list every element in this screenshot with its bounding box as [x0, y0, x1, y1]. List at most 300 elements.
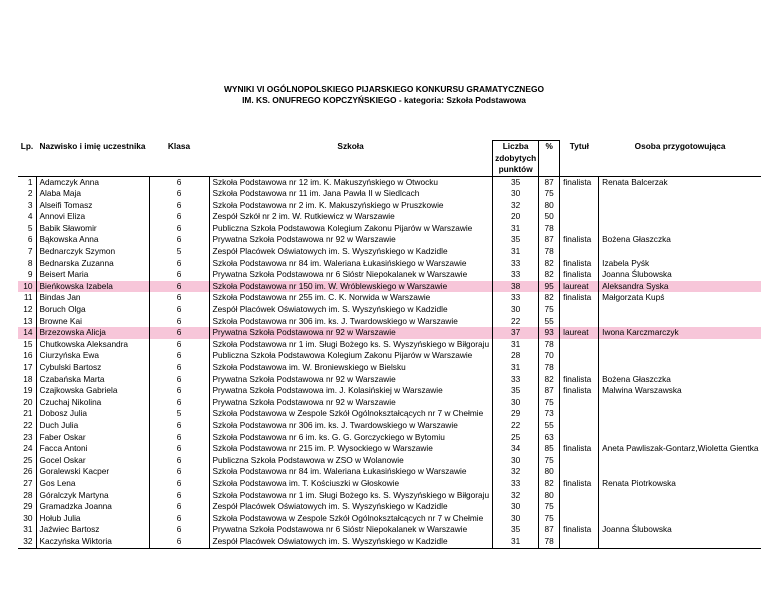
cell-name: Bindas Jan: [36, 292, 149, 304]
cell-osoba: [599, 420, 762, 432]
cell-tytul: [560, 211, 599, 223]
cell-osoba: Izabela Pyśk: [602, 257, 650, 268]
cell-osoba: [599, 397, 762, 409]
table-row: [18, 176, 761, 188]
cell-osoba: [599, 536, 762, 548]
cell-procent: 82: [539, 292, 560, 304]
cell-klasa: 6: [149, 281, 209, 293]
cell-tytul: finalista: [560, 524, 599, 536]
cell-procent: 75: [539, 513, 560, 525]
cell-lp: 5: [27, 222, 33, 233]
cell-lp: 22: [23, 419, 33, 430]
cell-punkty: 31: [493, 223, 539, 235]
cell-procent: 73: [539, 408, 560, 420]
cell-osoba: Bożena Głaszczka: [602, 234, 671, 245]
cell-lp: 31: [23, 524, 33, 535]
cell-name: Bąkowska Anna: [36, 234, 149, 246]
cell-szkola: Prywatna Szkoła Podstawowa nr 92 w Warszawie: [209, 374, 493, 386]
cell-punkty: 32: [493, 490, 539, 502]
table-row: [18, 385, 761, 397]
cell-procent: 93: [539, 327, 560, 339]
cell-szkola: Szkoła Podstawowa nr 306 im. ks. J. Twardowskiego w Warszawie: [209, 316, 493, 328]
cell-punkty: 32: [493, 200, 539, 212]
cell-szkola: Szkoła Podstawowa nr 84 im. Waleriana Łukasińskiego w Warszawie: [209, 258, 493, 270]
cell-procent: 75: [539, 304, 560, 316]
cell-osoba: [599, 350, 762, 362]
cell-punkty: 31: [493, 246, 539, 258]
cell-lp: 12: [23, 304, 33, 315]
table-row: [18, 316, 761, 328]
cell-osoba: Joanna Ślubowska: [602, 269, 672, 280]
cell-osoba: [599, 501, 762, 513]
cell-osoba: Iwona Karczmarczyk: [599, 327, 762, 339]
cell-klasa: 6: [149, 524, 209, 536]
header-klasa: Klasa: [167, 140, 191, 151]
cell-klasa: 6: [149, 478, 209, 490]
cell-punkty: 29: [493, 408, 539, 420]
cell-szkola: Prywatna Szkoła Podstawowa nr 92 w Warszawie: [209, 327, 493, 339]
cell-lp: 6: [27, 234, 33, 245]
cell-name: Chutkowska Aleksandra: [36, 339, 149, 351]
cell-klasa: 6: [149, 176, 209, 188]
cell-tytul: finalista: [560, 234, 599, 246]
cell-szkola: Szkoła Podstawowa nr 84 im. Waleriana Łukasińskiego w Warszawie: [209, 466, 493, 478]
cell-punkty: 33: [493, 269, 539, 281]
cell-lp: 28: [23, 489, 33, 500]
cell-szkola: Publiczna Szkoła Podstawowa Kolegium Zakonu Pijarów w Warszawie: [209, 350, 493, 362]
table-row: [18, 466, 761, 478]
table-row: [18, 432, 761, 444]
cell-osoba: Aneta Pawliszak-Gontarz,Wioletta Gientka: [602, 443, 759, 454]
cell-name: Browne Kai: [36, 316, 149, 328]
cell-name: Faber Oskar: [36, 432, 149, 444]
cell-name: Kaczyńska Wiktoria: [36, 536, 149, 548]
cell-lp: 21: [23, 408, 33, 419]
cell-szkola: Zespół Placówek Oświatowych im. S. Wyszyńskiego w Kadzidle: [209, 501, 493, 513]
table-row: [18, 339, 761, 351]
cell-szkola: Szkoła Podstawowa nr 6 im. ks. G. G. Gorczyckiego w Bytomiu: [209, 432, 493, 444]
cell-punkty: 22: [493, 316, 539, 328]
cell-tytul: [560, 223, 599, 235]
table-row: [18, 490, 761, 502]
cell-procent: 78: [539, 362, 560, 374]
table-row: [18, 281, 761, 293]
cell-szkola: Prywatna Szkoła Podstawowa im. J. Kolasińskiej w Warszawie: [209, 385, 493, 397]
cell-lp: 25: [23, 454, 33, 465]
cell-tytul: finalista: [560, 478, 599, 490]
cell-szkola: Szkoła Podstawowa im. W. Broniewskiego w Bielsku: [209, 362, 493, 374]
cell-tytul: [560, 490, 599, 502]
cell-osoba: [599, 188, 762, 200]
cell-tytul: [560, 339, 599, 351]
cell-klasa: 6: [149, 490, 209, 502]
cell-tytul: finalista: [560, 269, 599, 281]
cell-procent: 75: [539, 188, 560, 200]
cell-klasa: 6: [149, 362, 209, 374]
cell-osoba: Bożena Głaszczka: [602, 373, 671, 384]
cell-tytul: laureat: [560, 327, 599, 339]
cell-procent: 82: [539, 258, 560, 270]
header-name: Nazwisko i imię uczestnika: [39, 140, 146, 151]
cell-name: Czajkowska Gabriela: [36, 385, 149, 397]
cell-procent: 78: [539, 339, 560, 351]
table-row: [18, 234, 761, 246]
cell-klasa: 6: [149, 443, 209, 455]
table-row: [18, 350, 761, 362]
table-row: [18, 536, 761, 548]
cell-punkty: 33: [493, 478, 539, 490]
cell-klasa: 6: [149, 385, 209, 397]
cell-szkola: Zespół Placówek Oświatowych im. S. Wyszyńskiego w Kadzidle: [209, 304, 493, 316]
cell-procent: 55: [539, 316, 560, 328]
cell-szkola: Prywatna Szkoła Podstawowa nr 92 w Warszawie: [209, 397, 493, 409]
cell-tytul: finalista: [560, 385, 599, 397]
cell-procent: 82: [539, 269, 560, 281]
cell-tytul: [560, 536, 599, 548]
cell-tytul: [560, 362, 599, 374]
cell-name: Czabańska Marta: [36, 374, 149, 386]
cell-tytul: [560, 501, 599, 513]
cell-tytul: finalista: [560, 292, 599, 304]
cell-procent: 78: [539, 223, 560, 235]
cell-punkty: 33: [493, 374, 539, 386]
cell-lp: 18: [23, 373, 33, 384]
cell-punkty: 38: [493, 281, 539, 293]
cell-procent: 50: [539, 211, 560, 223]
results-table: [18, 140, 761, 549]
cell-punkty: 33: [493, 292, 539, 304]
cell-procent: 82: [539, 478, 560, 490]
cell-tytul: laureat: [560, 281, 599, 293]
cell-procent: 87: [539, 234, 560, 246]
cell-punkty: 31: [493, 362, 539, 374]
cell-punkty: 37: [493, 327, 539, 339]
table-row: [18, 258, 761, 270]
cell-procent: 80: [539, 490, 560, 502]
table-row: [18, 455, 761, 467]
cell-klasa: 6: [149, 234, 209, 246]
cell-szkola: Prywatna Szkoła Podstawowa nr 6 Sióstr Niepokalanek w Warszawie: [209, 524, 493, 536]
cell-klasa: 6: [149, 316, 209, 328]
table-row: [18, 304, 761, 316]
table-row: [18, 513, 761, 525]
cell-tytul: [560, 350, 599, 362]
cell-lp: 30: [23, 512, 33, 523]
cell-klasa: 6: [149, 223, 209, 235]
results-body: [18, 176, 761, 548]
cell-klasa: 6: [149, 536, 209, 548]
cell-osoba: [599, 466, 762, 478]
table-row: [18, 200, 761, 212]
cell-punkty: 31: [493, 339, 539, 351]
cell-name: Dobosz Julia: [36, 408, 149, 420]
cell-procent: 70: [539, 350, 560, 362]
document-title-line2: IM. KS. ONUFREGO KOPCZYŃSKIEGO - kategoria: Szkoła Podstawowa: [242, 95, 526, 105]
cell-punkty: 35: [493, 176, 539, 188]
cell-tytul: [560, 200, 599, 212]
cell-szkola: Szkoła Podstawowa nr 12 im. K. Makuszyńskiego w Otwocku: [209, 176, 493, 188]
cell-szkola: Szkoła Podstawowa nr 2 im. K. Makuszyńskiego w Pruszkowie: [209, 200, 493, 212]
cell-szkola: Szkoła Podstawowa nr 1 im. Sługi Bożego ks. S. Wyszyńskiego w Biłgoraju: [209, 490, 493, 502]
cell-klasa: 6: [149, 501, 209, 513]
cell-klasa: 6: [149, 211, 209, 223]
cell-name: Jaźwiec Bartosz: [36, 524, 149, 536]
cell-klasa: 6: [149, 350, 209, 362]
cell-name: Duch Julia: [36, 420, 149, 432]
cell-tytul: [560, 455, 599, 467]
cell-klasa: 6: [149, 304, 209, 316]
cell-lp: 23: [23, 431, 33, 442]
header-tytul: Tytuł: [569, 140, 589, 151]
cell-szkola: Szkoła Podstawowa nr 11 im. Jana Pawła II w Siedlcach: [209, 188, 493, 200]
cell-procent: 85: [539, 443, 560, 455]
table-row: [18, 188, 761, 200]
cell-lp: 14: [18, 327, 36, 339]
cell-lp: 26: [23, 466, 33, 477]
header-szkola: Szkoła: [337, 140, 364, 151]
cell-punkty: 31: [493, 536, 539, 548]
cell-klasa: 6: [149, 466, 209, 478]
cell-osoba: [599, 513, 762, 525]
cell-osoba: [599, 362, 762, 374]
cell-lp: 32: [18, 536, 36, 548]
cell-osoba: [599, 490, 762, 502]
header-lp: Lp.: [20, 140, 34, 151]
cell-klasa: 6: [149, 269, 209, 281]
cell-klasa: 6: [149, 339, 209, 351]
cell-name: Bieńkowska Izabela: [36, 281, 149, 293]
cell-name: Bednarska Zuzanna: [36, 258, 149, 270]
table-row: [18, 397, 761, 409]
cell-procent: 95: [539, 281, 560, 293]
cell-punkty: 28: [493, 350, 539, 362]
cell-tytul: finalista: [560, 443, 599, 455]
cell-klasa: 5: [149, 246, 209, 258]
cell-punkty: 35: [493, 524, 539, 536]
cell-punkty: 30: [493, 513, 539, 525]
cell-punkty: 30: [493, 501, 539, 513]
table-row: [18, 292, 761, 304]
cell-lp: 9: [27, 269, 33, 280]
cell-tytul: [560, 316, 599, 328]
cell-klasa: 6: [149, 420, 209, 432]
cell-osoba: [599, 246, 762, 258]
table-row: [18, 478, 761, 490]
cell-procent: 80: [539, 466, 560, 478]
cell-name: Facca Antoni: [36, 443, 149, 455]
cell-osoba: [599, 408, 762, 420]
cell-lp: 4: [27, 211, 33, 222]
cell-punkty: 30: [493, 304, 539, 316]
cell-punkty: 20: [493, 211, 539, 223]
cell-tytul: [560, 246, 599, 258]
cell-procent: 75: [539, 455, 560, 467]
cell-klasa: 6: [149, 258, 209, 270]
cell-szkola: Szkoła Podstawowa nr 306 im. ks. J. Twardowskiego w Warszawie: [209, 420, 493, 432]
header-procent: %: [539, 141, 560, 177]
cell-name: Cybulski Bartosz: [36, 362, 149, 374]
cell-klasa: 6: [149, 200, 209, 212]
cell-name: Beisert Maria: [36, 269, 149, 281]
cell-name: Czuchaj Nikolina: [36, 397, 149, 409]
cell-osoba: Aleksandra Syska: [599, 281, 762, 293]
cell-tytul: finalista: [560, 176, 599, 188]
cell-szkola: Szkoła Podstawowa nr 255 im. C. K. Norwida w Warszawie: [209, 292, 493, 304]
cell-lp: 10: [18, 281, 36, 293]
table-row: [18, 269, 761, 281]
cell-osoba: Joanna Ślubowska: [602, 524, 672, 535]
cell-name: Hołub Julia: [36, 513, 149, 525]
table-row: [18, 246, 761, 258]
cell-lp: 8: [27, 257, 33, 268]
cell-name: Alaba Maja: [36, 188, 149, 200]
cell-osoba: [599, 304, 762, 316]
cell-punkty: 32: [493, 466, 539, 478]
cell-szkola: Zespół Szkół nr 2 im. W. Rutkiewicz w Warszawie: [209, 211, 493, 223]
cell-lp: 20: [23, 396, 33, 407]
cell-lp: 15: [23, 338, 33, 349]
cell-osoba: Renata Balcerzak: [599, 176, 762, 188]
cell-lp: 24: [23, 443, 33, 454]
cell-name: Boruch Olga: [36, 304, 149, 316]
cell-szkola: Szkoła Podstawowa w Zespole Szkół Ogólnokształcących nr 7 w Chełmie: [209, 513, 493, 525]
cell-osoba: [599, 432, 762, 444]
cell-klasa: 6: [149, 188, 209, 200]
cell-szkola: Prywatna Szkoła Podstawowa nr 6 Sióstr Niepokalanek w Warszawie: [209, 269, 493, 281]
cell-lp: 29: [23, 501, 33, 512]
cell-punkty: 22: [493, 420, 539, 432]
cell-tytul: [560, 420, 599, 432]
cell-lp: 17: [23, 362, 33, 372]
cell-procent: 75: [539, 501, 560, 513]
cell-tytul: [560, 513, 599, 525]
header-osoba: Osoba przygotowująca: [634, 140, 726, 151]
table-row: [18, 524, 761, 536]
cell-lp: 11: [23, 292, 33, 303]
cell-osoba: [599, 211, 762, 223]
cell-procent: 78: [539, 246, 560, 258]
cell-lp: 27: [23, 477, 33, 488]
cell-lp: 3: [27, 199, 33, 210]
cell-osoba: [599, 339, 762, 351]
cell-klasa: 6: [149, 327, 209, 339]
cell-punkty: 35: [493, 385, 539, 397]
cell-lp: 19: [23, 385, 33, 396]
cell-procent: 80: [539, 200, 560, 212]
table-row: [18, 374, 761, 386]
cell-szkola: Szkoła Podstawowa nr 1 im. Sługi Bożego ks. S. Wyszyńskiego w Biłgoraju: [209, 339, 493, 351]
cell-osoba: Malwina Warszawska: [602, 385, 682, 396]
cell-procent: 55: [539, 420, 560, 432]
cell-szkola: Zespół Placówek Oświatowych im. S. Wyszyńskiego w Kadzidle: [209, 246, 493, 258]
cell-tytul: [560, 466, 599, 478]
cell-name: Alseifi Tomasz: [36, 200, 149, 212]
cell-procent: 82: [539, 374, 560, 386]
cell-procent: 78: [539, 536, 560, 548]
cell-procent: 87: [539, 524, 560, 536]
document-title-line1: WYNIKI VI OGÓLNOPOLSKIEGO PIJARSKIEGO KONKURSU GRAMATYCZNEGO: [224, 84, 544, 94]
cell-name: Brzezowska Alicja: [36, 327, 149, 339]
cell-klasa: 6: [149, 455, 209, 467]
cell-klasa: 6: [149, 513, 209, 525]
header-punkty: Liczba zdobytych punktów: [493, 141, 539, 177]
cell-lp: 13: [23, 315, 33, 326]
cell-osoba: [599, 223, 762, 235]
cell-punkty: 30: [493, 455, 539, 467]
cell-osoba: Renata Piotrkowska: [602, 477, 676, 488]
cell-punkty: 30: [493, 188, 539, 200]
cell-procent: 63: [539, 432, 560, 444]
cell-klasa: 6: [149, 397, 209, 409]
cell-klasa: 6: [149, 374, 209, 386]
cell-name: Bednarczyk Szymon: [36, 246, 149, 258]
table-row: [18, 362, 761, 374]
cell-name: Annovi Eliza: [36, 211, 149, 223]
cell-punkty: 34: [493, 443, 539, 455]
cell-tytul: finalista: [560, 374, 599, 386]
cell-name: Goralewski Kacper: [36, 466, 149, 478]
cell-szkola: Szkoła Podstawowa w Zespole Szkół Ogólnokształcących nr 7 w Chełmie: [209, 408, 493, 420]
cell-lp: 2: [27, 188, 33, 199]
cell-klasa: 5: [149, 408, 209, 420]
table-row: [18, 420, 761, 432]
cell-tytul: [560, 408, 599, 420]
cell-procent: 87: [539, 176, 560, 188]
cell-tytul: [560, 304, 599, 316]
cell-szkola: Publiczna Szkoła Podstawowa Kolegium Zakonu Pijarów w Warszawie: [209, 223, 493, 235]
cell-procent: 87: [539, 385, 560, 397]
cell-tytul: [560, 432, 599, 444]
cell-punkty: 33: [493, 258, 539, 270]
cell-klasa: 6: [149, 432, 209, 444]
cell-osoba: [599, 455, 762, 467]
table-row: [18, 443, 761, 455]
table-row: [18, 408, 761, 420]
table-row: [18, 211, 761, 223]
cell-tytul: finalista: [560, 258, 599, 270]
cell-osoba: [599, 316, 762, 328]
cell-lp: 16: [23, 350, 33, 361]
cell-szkola: Szkoła Podstawowa im. T. Kościuszki w Głoskowie: [209, 478, 493, 490]
cell-szkola: Szkoła Podstawowa nr 150 im. W. Wróblewskiego w Warszawie: [209, 281, 493, 293]
cell-tytul: [560, 188, 599, 200]
cell-name: Gocel Oskar: [36, 455, 149, 467]
cell-name: Babik Sławomir: [36, 223, 149, 235]
cell-name: Gramadzka Joanna: [36, 501, 149, 513]
cell-procent: 75: [539, 397, 560, 409]
cell-klasa: 6: [149, 292, 209, 304]
cell-name: Ciurzyńska Ewa: [36, 350, 149, 362]
cell-tytul: [560, 397, 599, 409]
table-row: [18, 223, 761, 235]
table-row: [18, 327, 761, 339]
cell-osoba: [599, 200, 762, 212]
cell-punkty: 30: [493, 397, 539, 409]
cell-szkola: Prywatna Szkoła Podstawowa nr 92 w Warszawie: [209, 234, 493, 246]
cell-name: Góralczyk Martyna: [36, 490, 149, 502]
table-row: [18, 501, 761, 513]
cell-lp: 1: [18, 176, 36, 188]
cell-szkola: Zespół Placówek Oświatowych im. S. Wyszyńskiego w Kadzidle: [209, 536, 493, 548]
cell-osoba: Małgorzata Kupś: [602, 292, 665, 303]
cell-szkola: Szkoła Podstawowa nr 215 im. P. Wysockiego w Warszawie: [209, 443, 493, 455]
cell-name: Adamczyk Anna: [36, 176, 149, 188]
cell-lp: 7: [27, 246, 33, 257]
cell-punkty: 25: [493, 432, 539, 444]
cell-punkty: 35: [493, 234, 539, 246]
cell-szkola: Publiczna Szkoła Podstawowa w ZSO w Wolanowie: [209, 455, 493, 467]
cell-name: Gos Lena: [36, 478, 149, 490]
